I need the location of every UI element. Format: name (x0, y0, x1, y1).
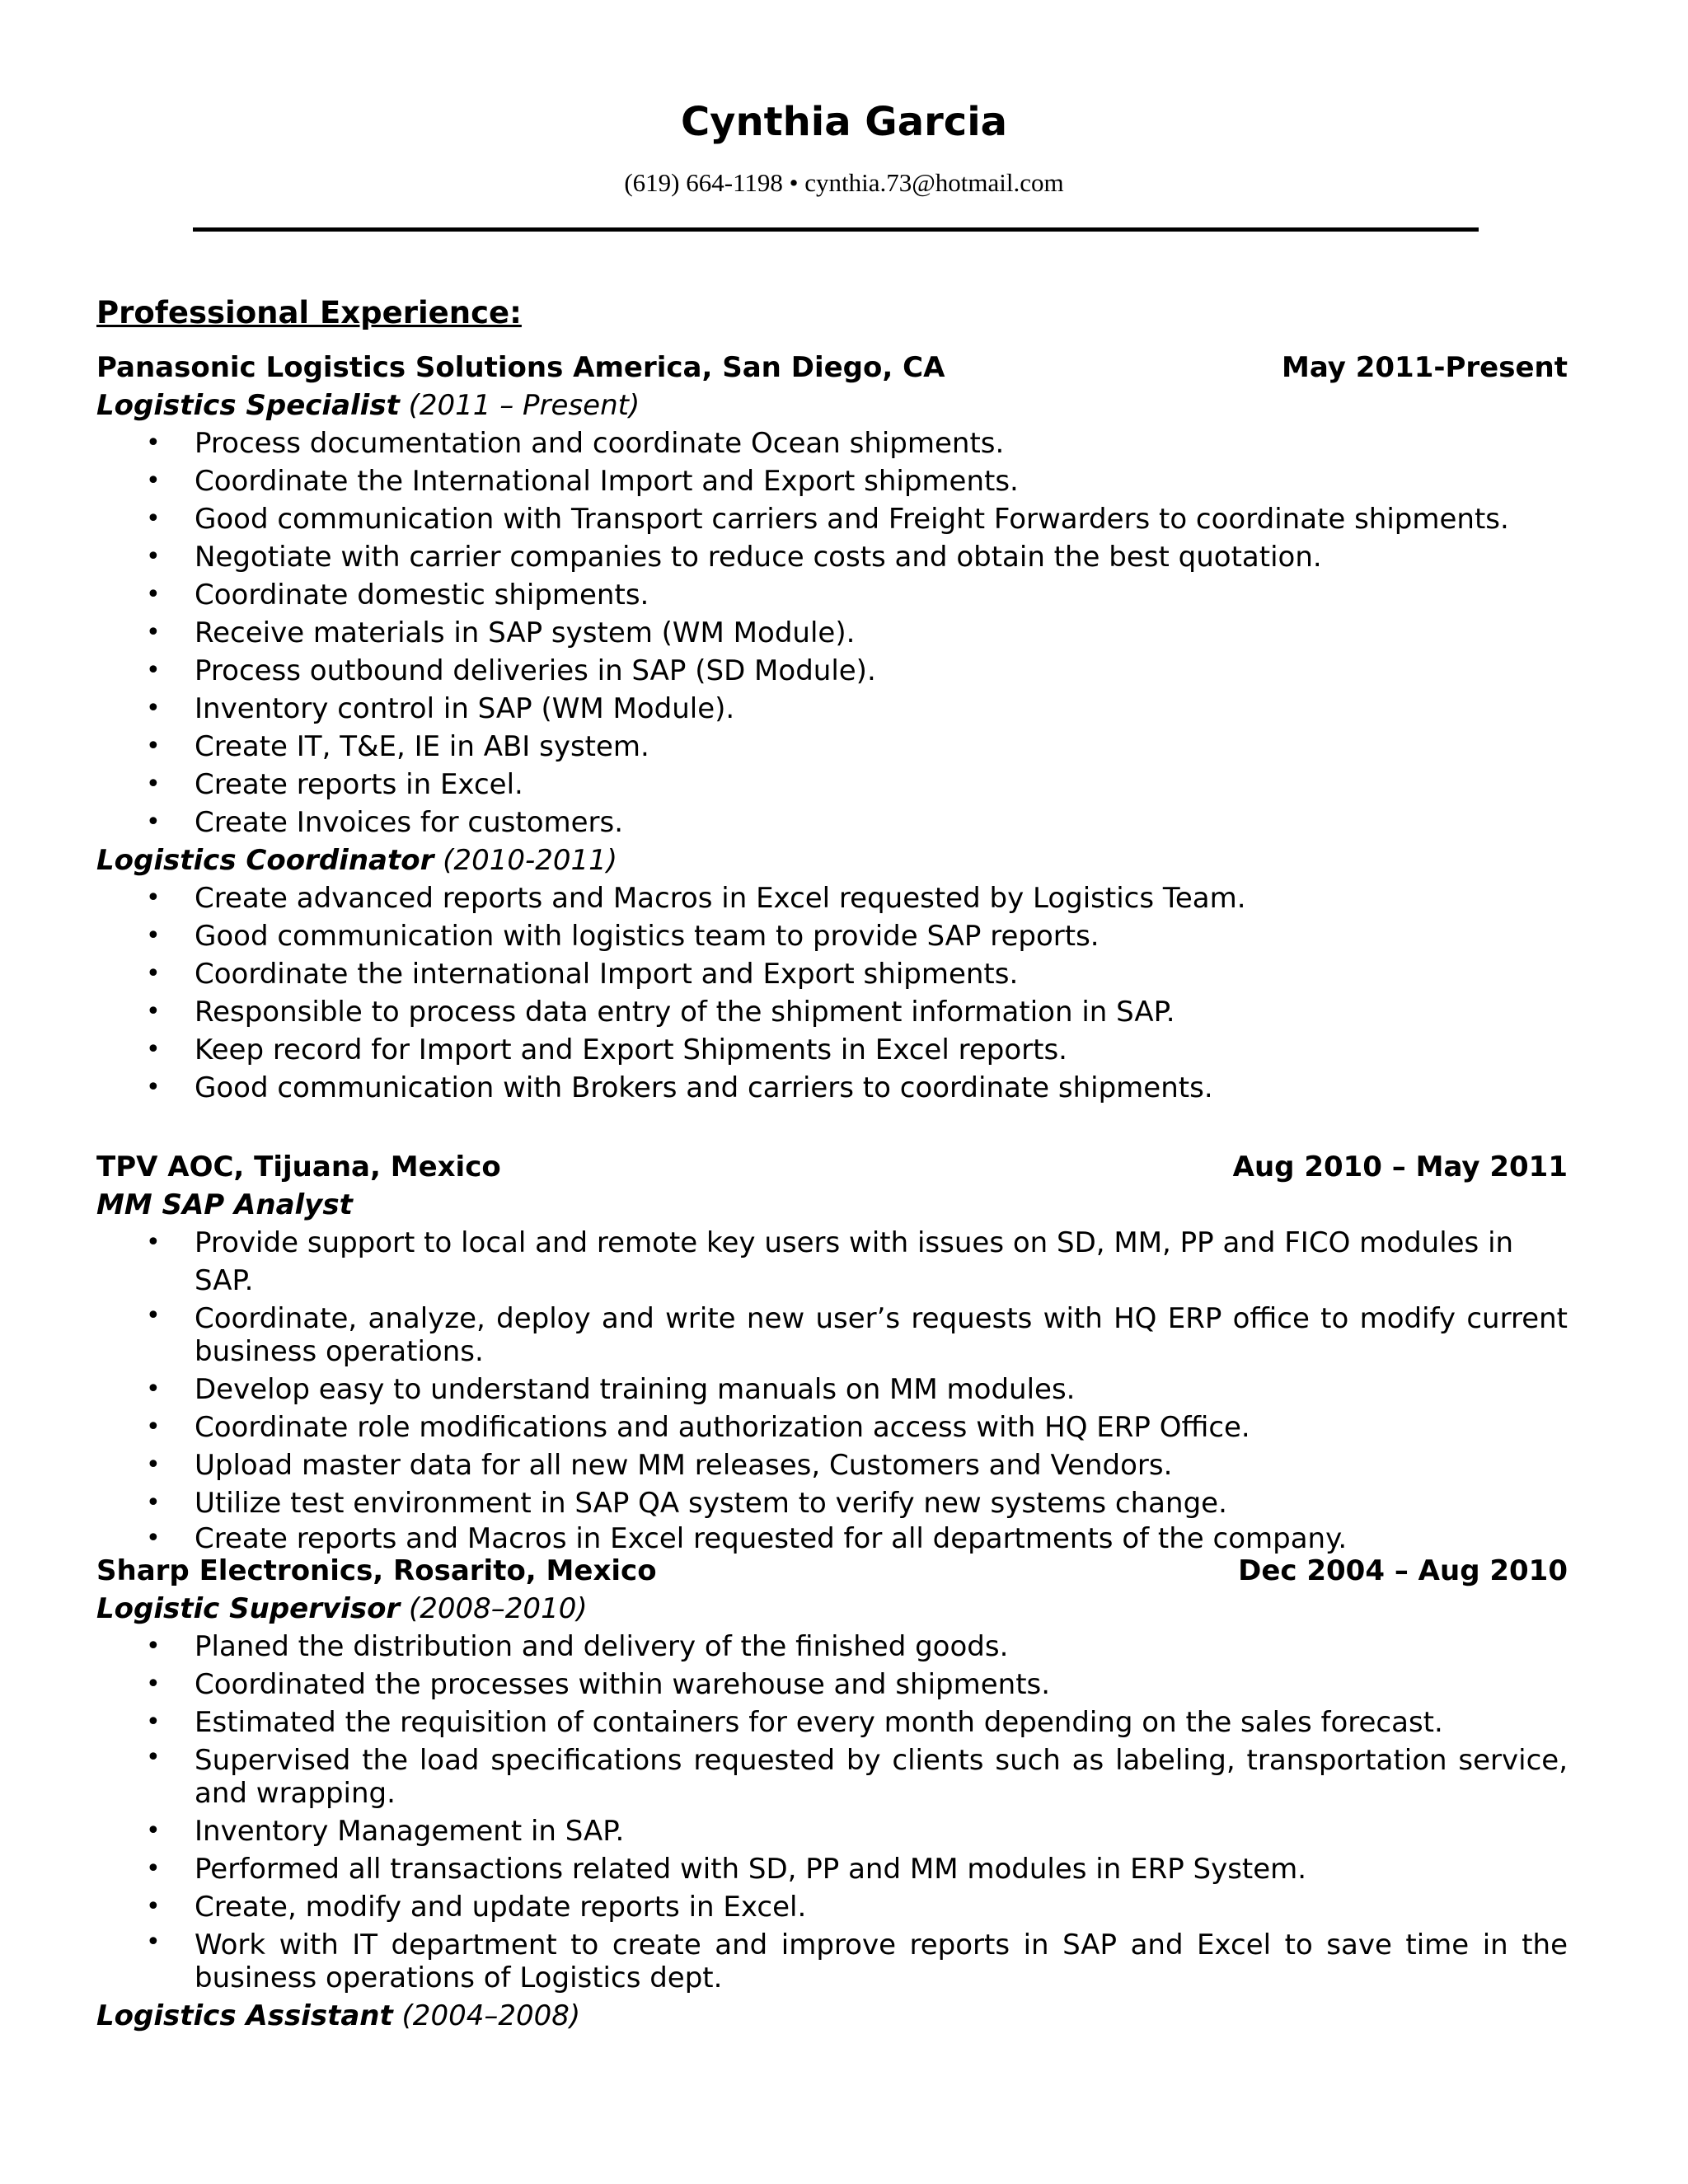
list-item: • Planed the distribution and delivery of the finished goods. (96, 1628, 1568, 1666)
bullet-icon: • (146, 1928, 161, 1957)
job-dates: Aug 2010 – May 2011 (1232, 1151, 1568, 1183)
bullet-icon: • (146, 1228, 161, 1257)
list-item: • Coordinate role modifications and authorization access with HQ ERP Office. (96, 1408, 1568, 1446)
list-item: • Develop easy to understand training manuals on MM modules. (96, 1371, 1568, 1408)
bullet-icon: • (146, 959, 161, 988)
list-item: • Create, modify and update reports in Excel. (96, 1888, 1568, 1926)
list-item: • Inventory Management in SAP. (96, 1812, 1568, 1850)
bullet-list (96, 424, 1568, 841)
role-period: (2011 – Present) (399, 389, 640, 422)
list-item: • Create reports in Excel. (96, 766, 1568, 804)
section-title: Professional Experience: (96, 295, 522, 330)
list-item: • Coordinate, analyze, deploy and write new user’s requests with HQ ERP office to modify current business operations. (146, 1301, 1568, 1368)
bullet-icon: • (146, 1670, 161, 1699)
candidate-name: Cynthia Garcia (680, 99, 1008, 145)
role-title (96, 387, 1568, 424)
list-item: • Responsible to process data entry of the shipment information in SAP. (96, 993, 1568, 1031)
list-item: • Upload master data for all new MM releases, Customers and Vendors. (96, 1446, 1568, 1484)
list-item: • Good communication with Transport carriers and Freight Forwarders to coordinate shipments. (96, 500, 1568, 538)
role-name: MM SAP Analyst (96, 1188, 353, 1221)
list-item: • Keep record for Import and Export Shipments in Excel reports. (96, 1031, 1568, 1069)
list-item: • Negotiate with carrier companies to reduce costs and obtain the best quotation. (96, 538, 1568, 576)
bullet-icon: • (146, 921, 161, 950)
role-name: Logistics Assistant (96, 1999, 393, 2032)
bullet-icon: • (146, 618, 161, 647)
bullet-icon: • (146, 883, 161, 912)
list-item: • Create Invoices for customers. (96, 804, 1568, 841)
bullet-icon: • (146, 1854, 161, 1883)
list-item: • Coordinate domestic shipments. (96, 576, 1568, 614)
role-period: (2008–2010) (400, 1592, 588, 1625)
bullet-icon: • (146, 1892, 161, 1921)
bullet-icon: • (146, 1451, 161, 1479)
role-name: Logistics Specialist (96, 389, 400, 422)
bullet-icon: • (146, 1708, 161, 1736)
list-item: • Inventory control in SAP (WM Module). (96, 690, 1568, 728)
bullet-icon: • (146, 1743, 161, 1772)
list-item: • Create advanced reports and Macros in Excel requested by Logistics Team. (96, 879, 1568, 917)
list-item: • Supervised the load specifications requested by clients such as labeling, transportation service, and wrapping. (146, 1743, 1568, 1810)
role-title (96, 1186, 1568, 1224)
bullet-list (96, 1224, 1568, 1555)
bullet-icon: • (146, 1413, 161, 1441)
list-item: • Good communication with Brokers and carriers to coordinate shipments. (96, 1069, 1568, 1107)
list-item: • Estimated the requisition of containers for every month depending on the sales forecast. (96, 1704, 1568, 1741)
list-item: • Coordinate the International Import and Export shipments. (96, 462, 1568, 500)
bullet-icon: • (146, 694, 161, 723)
role-title (96, 1590, 1568, 1628)
list-item: • Provide support to local and remote key users with issues on SD, MM, PP and FICO modules in SAP. (96, 1224, 1568, 1300)
company-name: TPV AOC, Tijuana, Mexico (96, 1151, 501, 1183)
bullet-list (96, 879, 1568, 1107)
bullet-icon: • (146, 1375, 161, 1404)
list-item: • Create IT, T&E, IE in ABI system. (96, 728, 1568, 766)
contact-line: (619) 664-1198 • cynthia.73@hotmail.com (624, 168, 1064, 197)
job-panasonic (96, 349, 1568, 1107)
list-item: • Work with IT department to create and improve reports in SAP and Excel to save time in the business operations of Logistics dept. (146, 1928, 1568, 1994)
bullet-icon: • (146, 580, 161, 609)
job-header (96, 1148, 1568, 1186)
job-header (96, 349, 1568, 387)
role-period: (2010-2011) (434, 844, 618, 877)
bullet-icon: • (146, 1035, 161, 1064)
bullet-icon: • (146, 656, 161, 685)
job-tpv-aoc (96, 1148, 1568, 1555)
bullet-icon: • (146, 1524, 161, 1553)
bullet-icon: • (146, 542, 161, 571)
bullet-icon: • (146, 1488, 161, 1517)
list-item: • Coordinate the international Import and Export shipments. (96, 955, 1568, 993)
company-name: Panasonic Logistics Solutions America, San Diego, CA (96, 351, 945, 384)
list-item: • Receive materials in SAP system (WM Module). (96, 614, 1568, 652)
job-dates: May 2011-Present (1282, 351, 1568, 384)
job-header (96, 1552, 1568, 1590)
bullet-icon: • (146, 1301, 161, 1330)
bullet-icon: • (146, 770, 161, 799)
job-dates: Dec 2004 – Aug 2010 (1238, 1554, 1568, 1587)
bullet-icon: • (146, 808, 161, 837)
role-title (96, 1997, 1568, 2035)
list-item: • Coordinated the processes within warehouse and shipments. (96, 1666, 1568, 1704)
bullet-icon: • (146, 504, 161, 533)
company-name: Sharp Electronics, Rosarito, Mexico (96, 1554, 657, 1587)
role-period: (2004–2008) (392, 1999, 581, 2032)
list-item: • Process outbound deliveries in SAP (SD Module). (96, 652, 1568, 690)
bullet-icon: • (146, 466, 161, 495)
bullet-icon: • (146, 1632, 161, 1661)
list-item: • Create reports and Macros in Excel requested for all departments of the company. (146, 1522, 1348, 1555)
list-item: • Performed all transactions related with SD, PP and MM modules in ERP System. (96, 1850, 1568, 1888)
bullet-icon: • (146, 1816, 161, 1845)
list-item: • Good communication with logistics team to provide SAP reports. (96, 917, 1568, 955)
list-item: • Utilize test environment in SAP QA system to verify new systems change. (96, 1484, 1568, 1522)
role-title (96, 841, 1568, 879)
bullet-icon: • (146, 429, 161, 457)
header-divider (193, 227, 1479, 232)
job-sharp (96, 1552, 1568, 2035)
bullet-icon: • (146, 997, 161, 1026)
role-name: Logistics Coordinator (96, 844, 434, 877)
bullet-icon: • (146, 1073, 161, 1102)
list-item: • Process documentation and coordinate Ocean shipments. (96, 424, 1568, 462)
bullet-list (96, 1628, 1568, 1997)
bullet-icon: • (146, 732, 161, 761)
role-name: Logistic Supervisor (96, 1592, 401, 1625)
